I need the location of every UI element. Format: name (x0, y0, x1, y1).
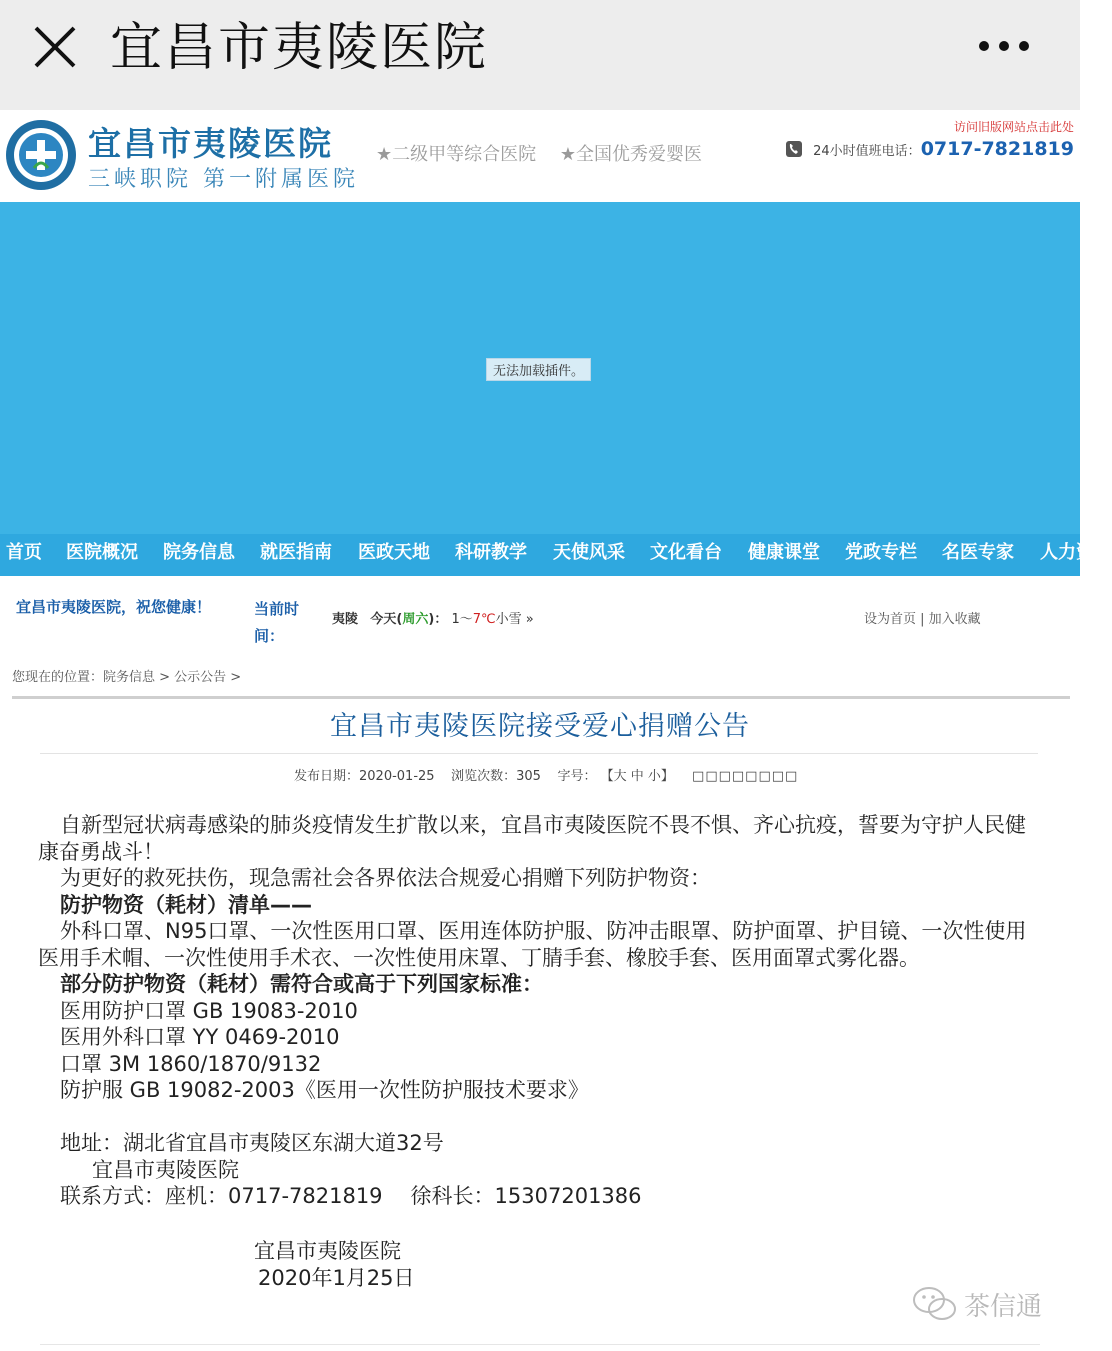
plugin-error-message: 无法加载插件。 (486, 358, 591, 381)
hotline-label: 24小时值班电话： (813, 143, 921, 159)
nav-item-guide[interactable]: 就医指南 (260, 542, 332, 563)
nav-item-experts[interactable]: 名医专家 (942, 542, 1014, 563)
hospital-badges (376, 140, 720, 166)
font-size-switch[interactable]: 【大 中 小】 (600, 769, 674, 784)
contact-line: 联系方式：座机：0717-7821819 徐科长：15307201386 (60, 1184, 642, 1208)
watermark (912, 1284, 1042, 1324)
nav-item-culture[interactable]: 文化看台 (650, 542, 722, 563)
signature (254, 1238, 415, 1292)
set-home-favorites[interactable]: 设为首页 | 加入收藏 (864, 612, 981, 627)
hospital-subtitle: 三峡职院 第一附属医院 (88, 167, 359, 192)
address-org: 宜昌市夷陵医院 (92, 1157, 239, 1182)
old-site-link[interactable]: 访问旧版网站点击此处 (953, 120, 1074, 134)
banner-plugin-area[interactable] (0, 202, 1080, 534)
chevron-right-icon[interactable]: » (525, 612, 534, 627)
hotline (785, 138, 1074, 160)
info-bar (0, 576, 1080, 648)
divider (12, 696, 1070, 699)
address: 地址：湖北省宜昌市夷陵区东湖大道32号 (60, 1131, 444, 1155)
divider (40, 753, 1038, 754)
divider (40, 1344, 1040, 1345)
nav-item-home[interactable]: 首页 (6, 542, 42, 563)
nav-item-overview[interactable]: 医院概况 (66, 542, 138, 563)
article-meta: 发布日期：2020-01-25 浏览次数：305 字号： 【大 中 小】 □□□□□□□□ (294, 769, 799, 784)
standards-heading: 部分防护物资（耗材）需符合或高于下列国家标准： (60, 972, 543, 996)
wechat-icon (912, 1284, 958, 1324)
supply-list: 外科口罩、N95口罩、一次性医用口罩、医用连体防护服、防冲击眼罩、防护面罩、护目镜、一次性使用医用手术帽、一次性使用手术衣、一次性使用床罩、丁腈手套、橡胶手套、医用面罩式雾化器。 (38, 919, 1027, 970)
share-boxes[interactable]: □□□□□□□□ (692, 769, 799, 784)
standard-item: 口罩 3M 1860/1870/9132 (60, 1051, 322, 1076)
more-dots-icon[interactable] (976, 38, 1032, 54)
publish-date: 2020-01-25 (359, 769, 435, 784)
hotline-number[interactable]: 0717-7821819 (920, 138, 1074, 160)
hospital-name[interactable]: 宜昌市夷陵医院 (88, 124, 333, 163)
standard-item: 防护服 GB 19082-2003《医用一次性防护服技术要求》 (60, 1078, 589, 1102)
nav-item-medical-admin[interactable]: 医政天地 (358, 542, 430, 563)
app-top-bar (0, 0, 1080, 110)
contact-person: 徐科长：15307201386 (410, 1184, 642, 1208)
view-count: 305 (516, 769, 541, 784)
breadcrumb[interactable]: 您现在的位置：院务信息 > 公示公告 > (12, 670, 242, 685)
nav-item-party[interactable]: 党政专栏 (845, 542, 917, 563)
close-icon[interactable] (32, 24, 78, 70)
article-body (38, 812, 1044, 1210)
standard-item: 医用外科口罩 YY 0469-2010 (60, 1025, 340, 1049)
paragraph-intro: 自新型冠状病毒感染的肺炎疫情发生扩散以来，宜昌市夷陵医院不畏不惧、齐心抗疫，誓要为守护人民健康奋勇战斗！ (38, 813, 1026, 864)
nav-item-hr[interactable]: 人力资源 (1040, 542, 1112, 563)
weather-info[interactable]: 夷陵 今天(周六)： 1～7℃小雪 » (332, 612, 534, 627)
watermark-text: 茶信通 (964, 1291, 1043, 1322)
phone-icon (785, 140, 803, 158)
welcome-text: 宜昌市夷陵医院，祝您健康！ (16, 598, 212, 616)
nav-item-angels[interactable]: 天使风采 (553, 542, 625, 563)
sign-date: 2020年1月25日 (258, 1266, 415, 1290)
article-title: 宜昌市夷陵医院接受爱心捐赠公告 (330, 711, 750, 742)
list-heading: 防护物资（耗材）清单—— (60, 892, 312, 917)
nav-item-affairs[interactable]: 院务信息 (163, 542, 235, 563)
main-nav (0, 534, 1112, 576)
current-time-label: 当前时间： (254, 600, 300, 645)
nav-item-research[interactable]: 科研教学 (455, 542, 527, 563)
site-header (0, 110, 1080, 202)
window-title: 宜昌市夷陵医院 (110, 18, 489, 78)
badge-baby-friendly: ★全国优秀爱婴医 (559, 144, 703, 165)
badge-grade: ★二级甲等综合医院 (376, 144, 537, 165)
hospital-logo-icon[interactable] (4, 118, 78, 192)
standard-item: 医用防护口罩 GB 19083-2010 (60, 998, 358, 1023)
nav-item-health-class[interactable]: 健康课堂 (748, 542, 820, 563)
paragraph-request: 为更好的救死扶伤，现急需社会各界依法合规爱心捐赠下列防护物资： (60, 866, 711, 890)
sign-org: 宜昌市夷陵医院 (254, 1239, 401, 1263)
